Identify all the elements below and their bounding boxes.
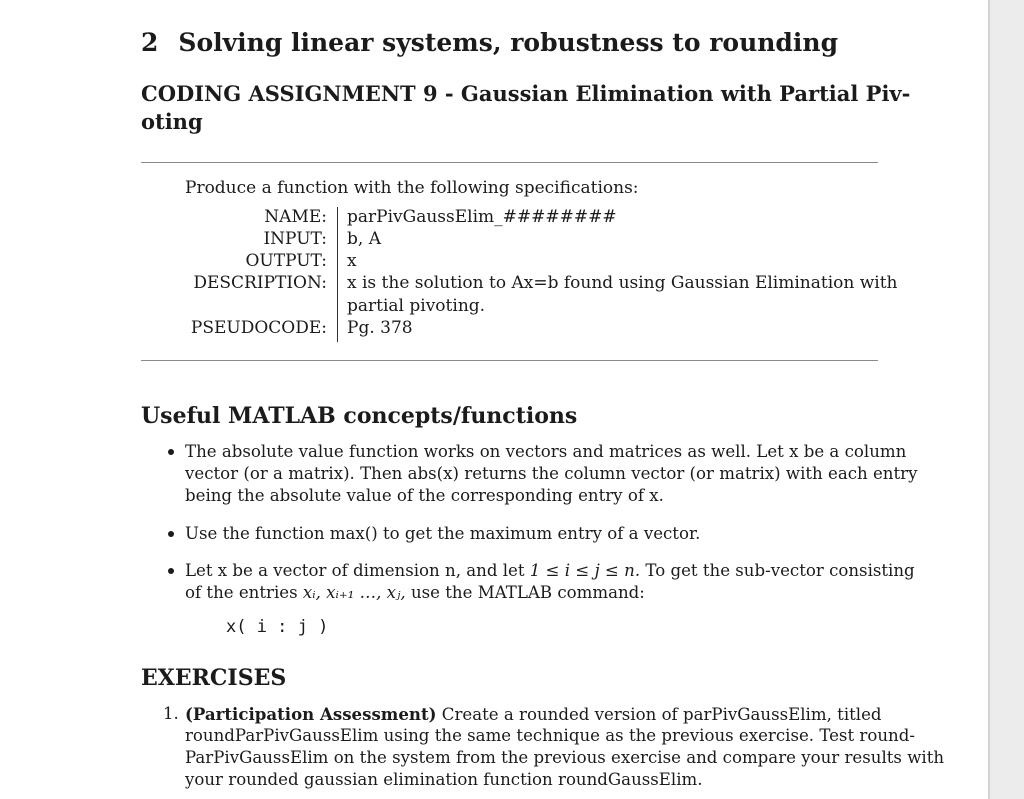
exercise-1-text-a: Create a rounded version of parPivGaussElim, titled bbox=[436, 705, 882, 724]
spec-value: x bbox=[347, 251, 357, 271]
bullet-icon bbox=[168, 449, 174, 455]
spec-row-input bbox=[141, 229, 871, 251]
spec-row-pseudocode bbox=[141, 318, 871, 340]
assignment-title-line-2: oting bbox=[141, 109, 203, 134]
spec-row-description-cont bbox=[141, 296, 871, 318]
bullet-1-line-2: vector (or a matrix). Then abs(x) returns the column vector (or matrix) with each entry bbox=[185, 464, 918, 483]
spec-label: DESCRIPTION: bbox=[193, 273, 327, 293]
exercise-1-line-3: ParPivGaussElim on the system from the previous exercise and compare your results with bbox=[185, 748, 945, 767]
exercise-1-line-2: roundParPivGaussElim using the same technique as the previous exercise. Test round- bbox=[185, 726, 915, 745]
spec-row-output bbox=[141, 251, 871, 273]
bullet-3-text-b: To get the sub-vector consisting bbox=[640, 561, 915, 580]
exercise-1-line-1 bbox=[185, 704, 882, 724]
spec-row-name bbox=[141, 207, 871, 229]
spec-value: b, A bbox=[347, 229, 381, 249]
bullet-icon bbox=[168, 568, 174, 574]
spec-label: INPUT: bbox=[263, 229, 327, 249]
top-rule bbox=[141, 162, 878, 163]
spec-label: PSEUDOCODE: bbox=[190, 318, 327, 338]
bullet-3-line-1 bbox=[185, 561, 915, 580]
bullet-2-text: Use the function max() to get the maximum entry of a vector. bbox=[185, 524, 701, 543]
spec-intro: Produce a function with the following specifications: bbox=[185, 178, 639, 198]
bullet-3-text-d: use the MATLAB command: bbox=[405, 583, 645, 602]
inequality-math: 1 ≤ i ≤ j ≤ n. bbox=[529, 561, 641, 580]
spec-value: parPivGaussElim_######## bbox=[347, 207, 617, 227]
assignment-title bbox=[141, 80, 910, 136]
section-number: 2 bbox=[141, 28, 159, 57]
spec-label: OUTPUT: bbox=[245, 251, 327, 271]
spec-value: Pg. 378 bbox=[347, 318, 413, 338]
section-title-text: Solving linear systems, robustness to rounding bbox=[178, 28, 839, 57]
exercise-1-bold: (Participation Assessment) bbox=[185, 704, 437, 724]
section-title bbox=[141, 28, 838, 57]
bullet-3-text-c: of the entries bbox=[185, 583, 303, 602]
bullet-3-line-2 bbox=[185, 583, 645, 602]
entries-math: xᵢ, xᵢ₊₁ …, xⱼ, bbox=[302, 583, 406, 602]
page-edge bbox=[988, 0, 990, 799]
exercise-1-line-4: your rounded gaussian elimination function roundGaussElim. bbox=[185, 770, 703, 789]
assignment-title-line-1: CODING ASSIGNMENT 9 - Gaussian Elimination with Partial Piv- bbox=[141, 81, 911, 106]
bullet-1-line-1: The absolute value function works on vectors and matrices as well. Let x be a column bbox=[185, 442, 907, 461]
bullet-3-text-a: Let x be a vector of dimension n, and let bbox=[185, 561, 530, 580]
bullet-icon bbox=[168, 531, 174, 537]
bullet-1-line-3: being the absolute value of the corresponding entry of x. bbox=[185, 486, 664, 505]
spec-row-description bbox=[141, 273, 898, 295]
spec-value: partial pivoting. bbox=[347, 296, 486, 316]
bottom-rule bbox=[141, 360, 878, 361]
exercises-heading: EXERCISES bbox=[141, 665, 287, 691]
matlab-command: x( i : j ) bbox=[226, 617, 329, 637]
spec-value: x is the solution to Ax=b found using Gaussian Elimination with bbox=[347, 273, 898, 293]
exercise-item-number: 1. bbox=[163, 704, 179, 723]
spec-label: NAME: bbox=[264, 207, 327, 227]
useful-heading: Useful MATLAB concepts/functions bbox=[141, 403, 578, 429]
